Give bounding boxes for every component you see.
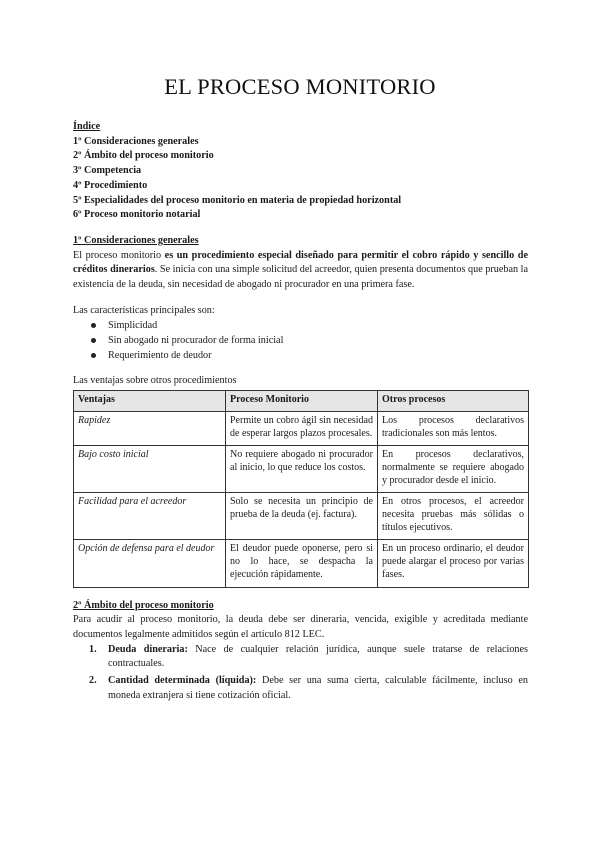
table-cell: En procesos declarativos, normalmente se requiere abogado y procurador desde el inicio. xyxy=(378,446,529,493)
paragraph-text: El proceso monitorio xyxy=(73,249,165,261)
features-list xyxy=(73,318,528,363)
column-header: Otros procesos xyxy=(378,391,529,412)
table-cell: Bajo costo inicial xyxy=(74,446,226,493)
requirements-list xyxy=(73,643,528,704)
index-section xyxy=(73,120,528,223)
list-item: Requerimiento de deudor xyxy=(108,348,528,363)
section-paragraph: Para acudir al proceso monitorio, la deuda debe ser dineraria, vencida, exigible y acreditada mediante documentos legalmente admitidos según el artículo 812 LEC. xyxy=(73,614,528,640)
table-cell: Permite un cobro ágil sin necesidad de esperar largos plazos procesales. xyxy=(226,411,378,445)
table-header-row xyxy=(74,391,529,412)
list-item: Sin abogado ni procurador de forma inicial xyxy=(108,333,528,348)
table-cell: No requiere abogado ni procurador al inicio, lo que reduce los costos. xyxy=(226,446,378,493)
list-text: Debe ser una suma cierta, calculable fácilmente, incluso en moneda extranjera si tiene cotización oficial. xyxy=(108,675,528,701)
index-item: 4º Procedimiento xyxy=(73,179,148,191)
table-cell: Opción de defensa para el deudor xyxy=(74,540,226,587)
section-heading: 2º Ámbito del proceso monitorio xyxy=(73,599,214,611)
index-item: 5º Especialidades del proceso monitorio en materia de propiedad horizontal xyxy=(73,194,402,206)
section-2 xyxy=(73,599,528,704)
table-cell: Facilidad para el acreedor xyxy=(74,493,226,540)
document-body xyxy=(73,120,528,706)
list-term: Deuda dineraria: xyxy=(108,643,188,655)
index-item: 2º Ámbito del proceso monitorio xyxy=(73,150,214,162)
advantages-table xyxy=(73,390,529,587)
page-title: EL PROCESO MONITORIO xyxy=(164,74,436,99)
list-number: 2. xyxy=(89,675,97,687)
list-term: Cantidad determinada (líquida): xyxy=(108,675,257,687)
table-row xyxy=(74,446,529,493)
column-header: Ventajas xyxy=(74,391,226,412)
column-header: Proceso Monitorio xyxy=(226,391,378,412)
table-cell: Solo se necesita un principio de prueba de la deuda (ej. factura). xyxy=(226,493,378,540)
section-1 xyxy=(73,234,528,588)
paragraph-bold-text: es un procedimiento especial diseñado para permitir el cobro rápido y sencillo de créditos dinerarios xyxy=(73,249,528,276)
section-paragraph xyxy=(73,249,528,293)
table-cell: En un proceso ordinario, el deudor puede alargar el proceso por varias fases. xyxy=(378,540,529,587)
section-heading: 1º Consideraciones generales xyxy=(73,234,199,246)
list-item: Simplicidad xyxy=(108,318,528,333)
table-row xyxy=(74,493,529,540)
table-cell: El deudor puede oponerse, pero si no lo hace, se despacha la ejecución rápidamente. xyxy=(226,540,378,587)
table-cell: En otros procesos, el acreedor necesita pruebas más sólidas o títulos ejecutivos. xyxy=(378,493,529,540)
list-text: Nace de cualquier relación jurídica, aunque suele tratarse de relaciones contractuales. xyxy=(108,643,528,670)
table-cell: Los procesos declarativos tradicionales son más lentos. xyxy=(378,411,529,445)
paragraph-text: . Se inicia con una simple solicitud del acreedor, quien presenta documentos que prueban la existencia de la deuda, sin necesidad de abogado ni procurador en una primera fase. xyxy=(73,264,528,291)
list-number: 1. xyxy=(89,643,97,655)
list-item xyxy=(89,643,528,672)
index-heading: Índice xyxy=(73,121,101,132)
features-intro: Las características principales son: xyxy=(73,304,215,316)
index-item: 6º Proceso monitorio notarial xyxy=(73,209,201,221)
table-row xyxy=(74,540,529,587)
index-item: 3º Competencia xyxy=(73,165,142,177)
table-intro: Las ventajas sobre otros procedimientos xyxy=(73,375,237,387)
table-row xyxy=(74,411,529,445)
table-cell: Rapidez xyxy=(74,411,226,445)
index-item: 1º Consideraciones generales xyxy=(73,135,199,147)
list-item xyxy=(89,674,528,703)
